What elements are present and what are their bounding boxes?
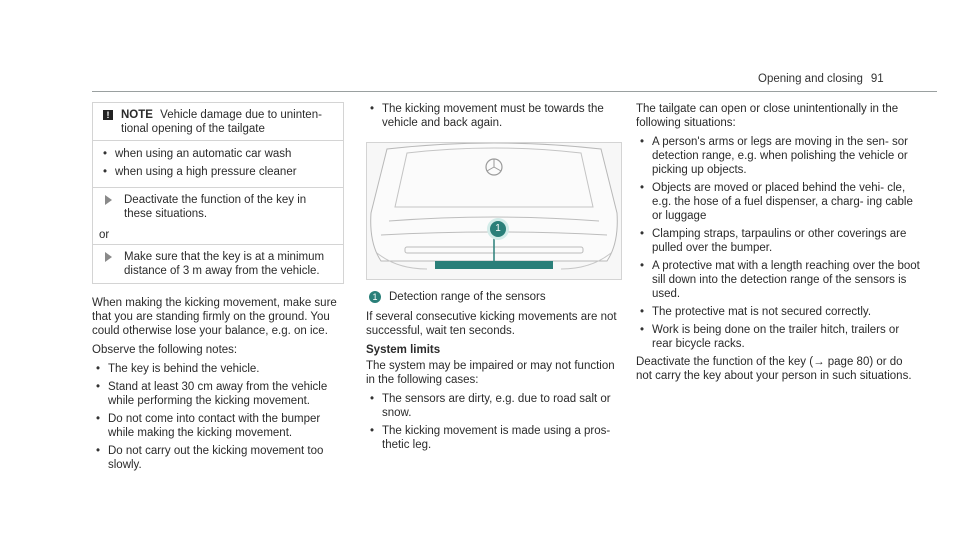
list-item: • when using an automatic car wash (99, 147, 337, 161)
list-item: • A person's arms or legs are moving in the sen- sor detection range, e.g. when polishing the vehicle or picking up objects. (636, 135, 920, 177)
paragraph: The system may be impaired or may not function in the following cases: (366, 360, 615, 386)
notes-list (92, 362, 344, 472)
warning-icon: ! (103, 110, 113, 120)
paragraph: The tailgate can open or close unintentionally in the following situations: (636, 103, 899, 129)
note-text-block (121, 108, 337, 136)
list-item: • Objects are moved or placed behind the vehi- cle, e.g. the hose of a fuel dispenser, a charg- ing cable or luggage (636, 181, 920, 223)
note-title: NOTE (121, 109, 153, 121)
vehicle-rear-illustration (366, 142, 622, 280)
section-heading: System limits (366, 344, 441, 356)
step-arrow-icon (105, 195, 112, 205)
paragraph: If several consecutive kicking movements are not successful, wait ten seconds. (366, 311, 617, 337)
note-step-2 (93, 244, 343, 283)
note-header (93, 103, 343, 141)
vehicle-rear-svg (367, 143, 621, 279)
note-step-1 (93, 187, 343, 226)
paragraph: Deactivate the function of the key (→ page 80) or do not carry the key about your person in such situations. (636, 356, 912, 382)
header-divider (92, 91, 937, 92)
list-item: • The kicking movement must be towards the vehicle and back again. (366, 102, 620, 130)
note-text: Vehicle damage due to uninten- tional opening of the tailgate (121, 109, 322, 135)
step-text: Deactivate the function of the key in these situations. (124, 194, 307, 220)
list-item: • The kicking movement is made using a pros- thetic leg. (366, 424, 620, 452)
note-list (93, 141, 343, 187)
running-header (758, 72, 938, 86)
list-item: • Clamping straps, tarpaulins or other coverings are pulled over the bumper. (636, 227, 920, 255)
or-label: or (99, 229, 110, 241)
section-title: Opening and closing (758, 73, 863, 85)
column-2 (366, 102, 620, 456)
list-item: • Do not carry out the kicking movement too slowly. (92, 444, 344, 472)
paragraph: When making the kicking movement, make sure that you are standing firmly on the ground. You could otherwise lose your balance, e.g. on ice. (92, 297, 337, 337)
paragraph: Observe the following notes: (92, 344, 238, 356)
situations-list (636, 135, 920, 351)
column-3 (636, 102, 920, 388)
list-item: • The key is behind the vehicle. (92, 362, 344, 376)
caption-text: Detection range of the sensors (389, 291, 546, 303)
step-text: Make sure that the key is at a minimum distance of 3 m away from the vehicle. (124, 251, 325, 277)
list-item: • Do not come into contact with the bumper while making the kicking movement. (92, 412, 344, 440)
list-item: • A protective mat with a length reaching over the boot sill down into the detection range of the sensors is used. (636, 259, 920, 301)
step-arrow-icon (105, 252, 112, 262)
note-box (92, 102, 344, 284)
callout-badge: 1 (490, 221, 506, 237)
limits-list (366, 392, 620, 452)
page-number: 91 (870, 73, 884, 85)
figure-caption (366, 290, 620, 304)
list-item: • Work is being done on the trailer hitch, trailers or rear bicycle racks. (636, 323, 920, 351)
list-item: • The sensors are dirty, e.g. due to road salt or snow. (366, 392, 620, 420)
caption-number: 1 (369, 291, 381, 303)
list-item: • Stand at least 30 cm away from the vehicle while performing the kicking movement. (92, 380, 344, 408)
list-item: • when using a high pressure cleaner (99, 165, 337, 179)
list-item: • The protective mat is not secured correctly. (636, 305, 920, 319)
column-1 (92, 102, 344, 476)
